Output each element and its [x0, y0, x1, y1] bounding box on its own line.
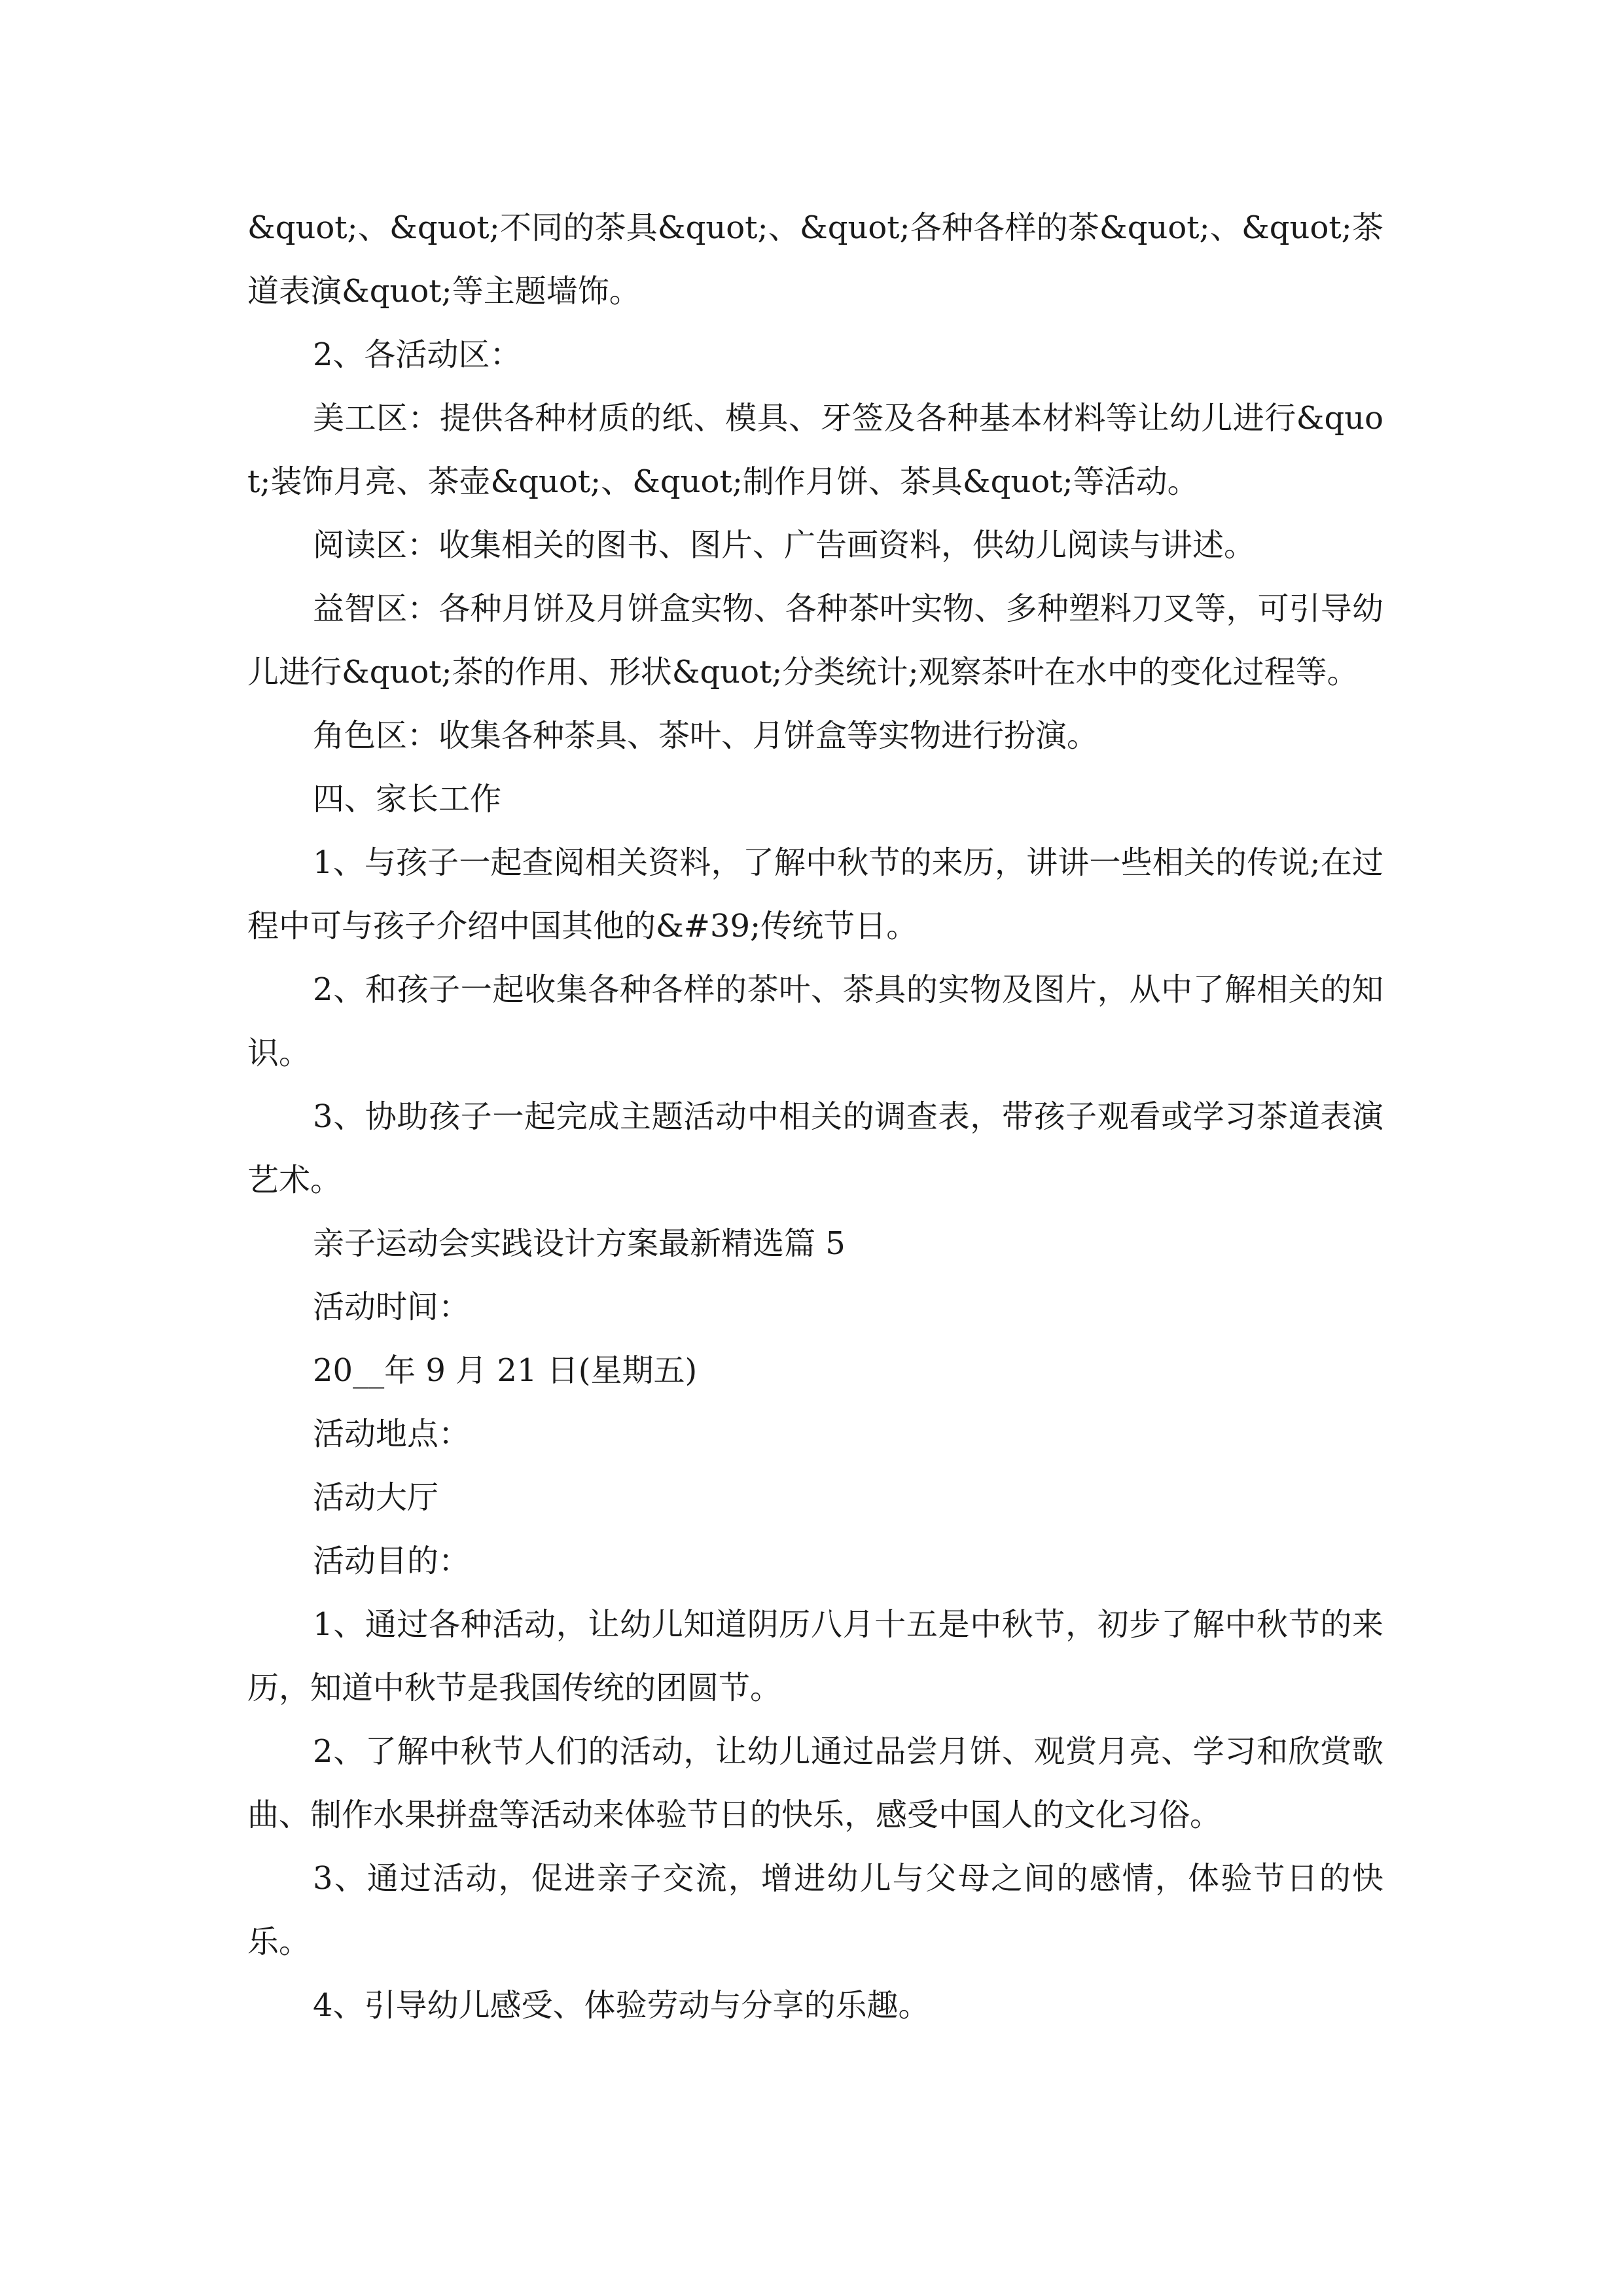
paragraph-art-area: 美工区：提供各种材质的纸、模具、牙签及各种基本材料等让幼儿进行&quot;装饰月亮、茶壶&quot;、&quot;制作月饼、茶具&quot;等活动。 — [247, 400, 1383, 500]
article-title: 亲子运动会实践设计方案最新精选篇 5 — [313, 1225, 846, 1262]
label-activity-time: 活动时间： — [313, 1289, 471, 1325]
paragraph-goal-1: 1、通过各种活动，让幼儿知道阴历八月十五是中秋节，初步了解中秋节的来历，知道中秋节是我国传统的团圆节。 — [247, 1606, 1383, 1706]
paragraph-parent-2: 2、和孩子一起收集各种各样的茶叶、茶具的实物及图片，从中了解相关的知识。 — [247, 971, 1383, 1071]
label-activity-goals: 活动目的： — [313, 1543, 471, 1579]
label-activity-location: 活动地点： — [313, 1416, 471, 1452]
section-heading-parents: 四、家长工作 — [313, 781, 502, 817]
value-activity-time: 20__年 9 月 21 日(星期五) — [313, 1352, 698, 1389]
paragraph-goal-3: 3、通过活动，促进亲子交流，增进幼儿与父母之间的感情，体验节日的快乐。 — [247, 1860, 1383, 1960]
paragraph-role-area: 角色区：收集各种茶具、茶叶、月饼盒等实物进行扮演。 — [313, 717, 1099, 754]
paragraph-goal-4: 4、引导幼儿感受、体验劳动与分享的乐趣。 — [313, 1987, 930, 2024]
value-activity-location: 活动大厅 — [313, 1479, 439, 1516]
paragraph-puzzle-area: 益智区：各种月饼及月饼盒实物、各种茶叶实物、多种塑料刀叉等，可引导幼儿进行&quot;茶的作用、形状&quot;分类统计;观察茶叶在水中的变化过程等。 — [247, 590, 1383, 691]
paragraph-parent-1: 1、与孩子一起查阅相关资料，了解中秋节的来历，讲讲一些相关的传说;在过程中可与孩子介绍中国其他的&#39;传统节日。 — [247, 844, 1383, 944]
paragraph-theme-wall: &quot;、&quot;不同的茶具&quot;、&quot;各种各样的茶&quot;、&quot;茶道表演&quot;等主题墙饰。 — [247, 209, 1383, 310]
paragraph-parent-3: 3、协助孩子一起完成主题活动中相关的调查表，带孩子观看或学习茶道表演艺术。 — [247, 1098, 1383, 1198]
document-body — [247, 196, 1383, 2037]
paragraph-reading-area: 阅读区：收集相关的图书、图片、广告画资料，供幼儿阅读与讲述。 — [313, 527, 1256, 564]
paragraph-activity-areas: 2、各活动区： — [313, 336, 522, 373]
paragraph-goal-2: 2、了解中秋节人们的活动，让幼儿通过品尝月饼、观赏月亮、学习和欣赏歌曲、制作水果拼盘等活动来体验节日的快乐，感受中国人的文化习俗。 — [247, 1733, 1383, 1833]
